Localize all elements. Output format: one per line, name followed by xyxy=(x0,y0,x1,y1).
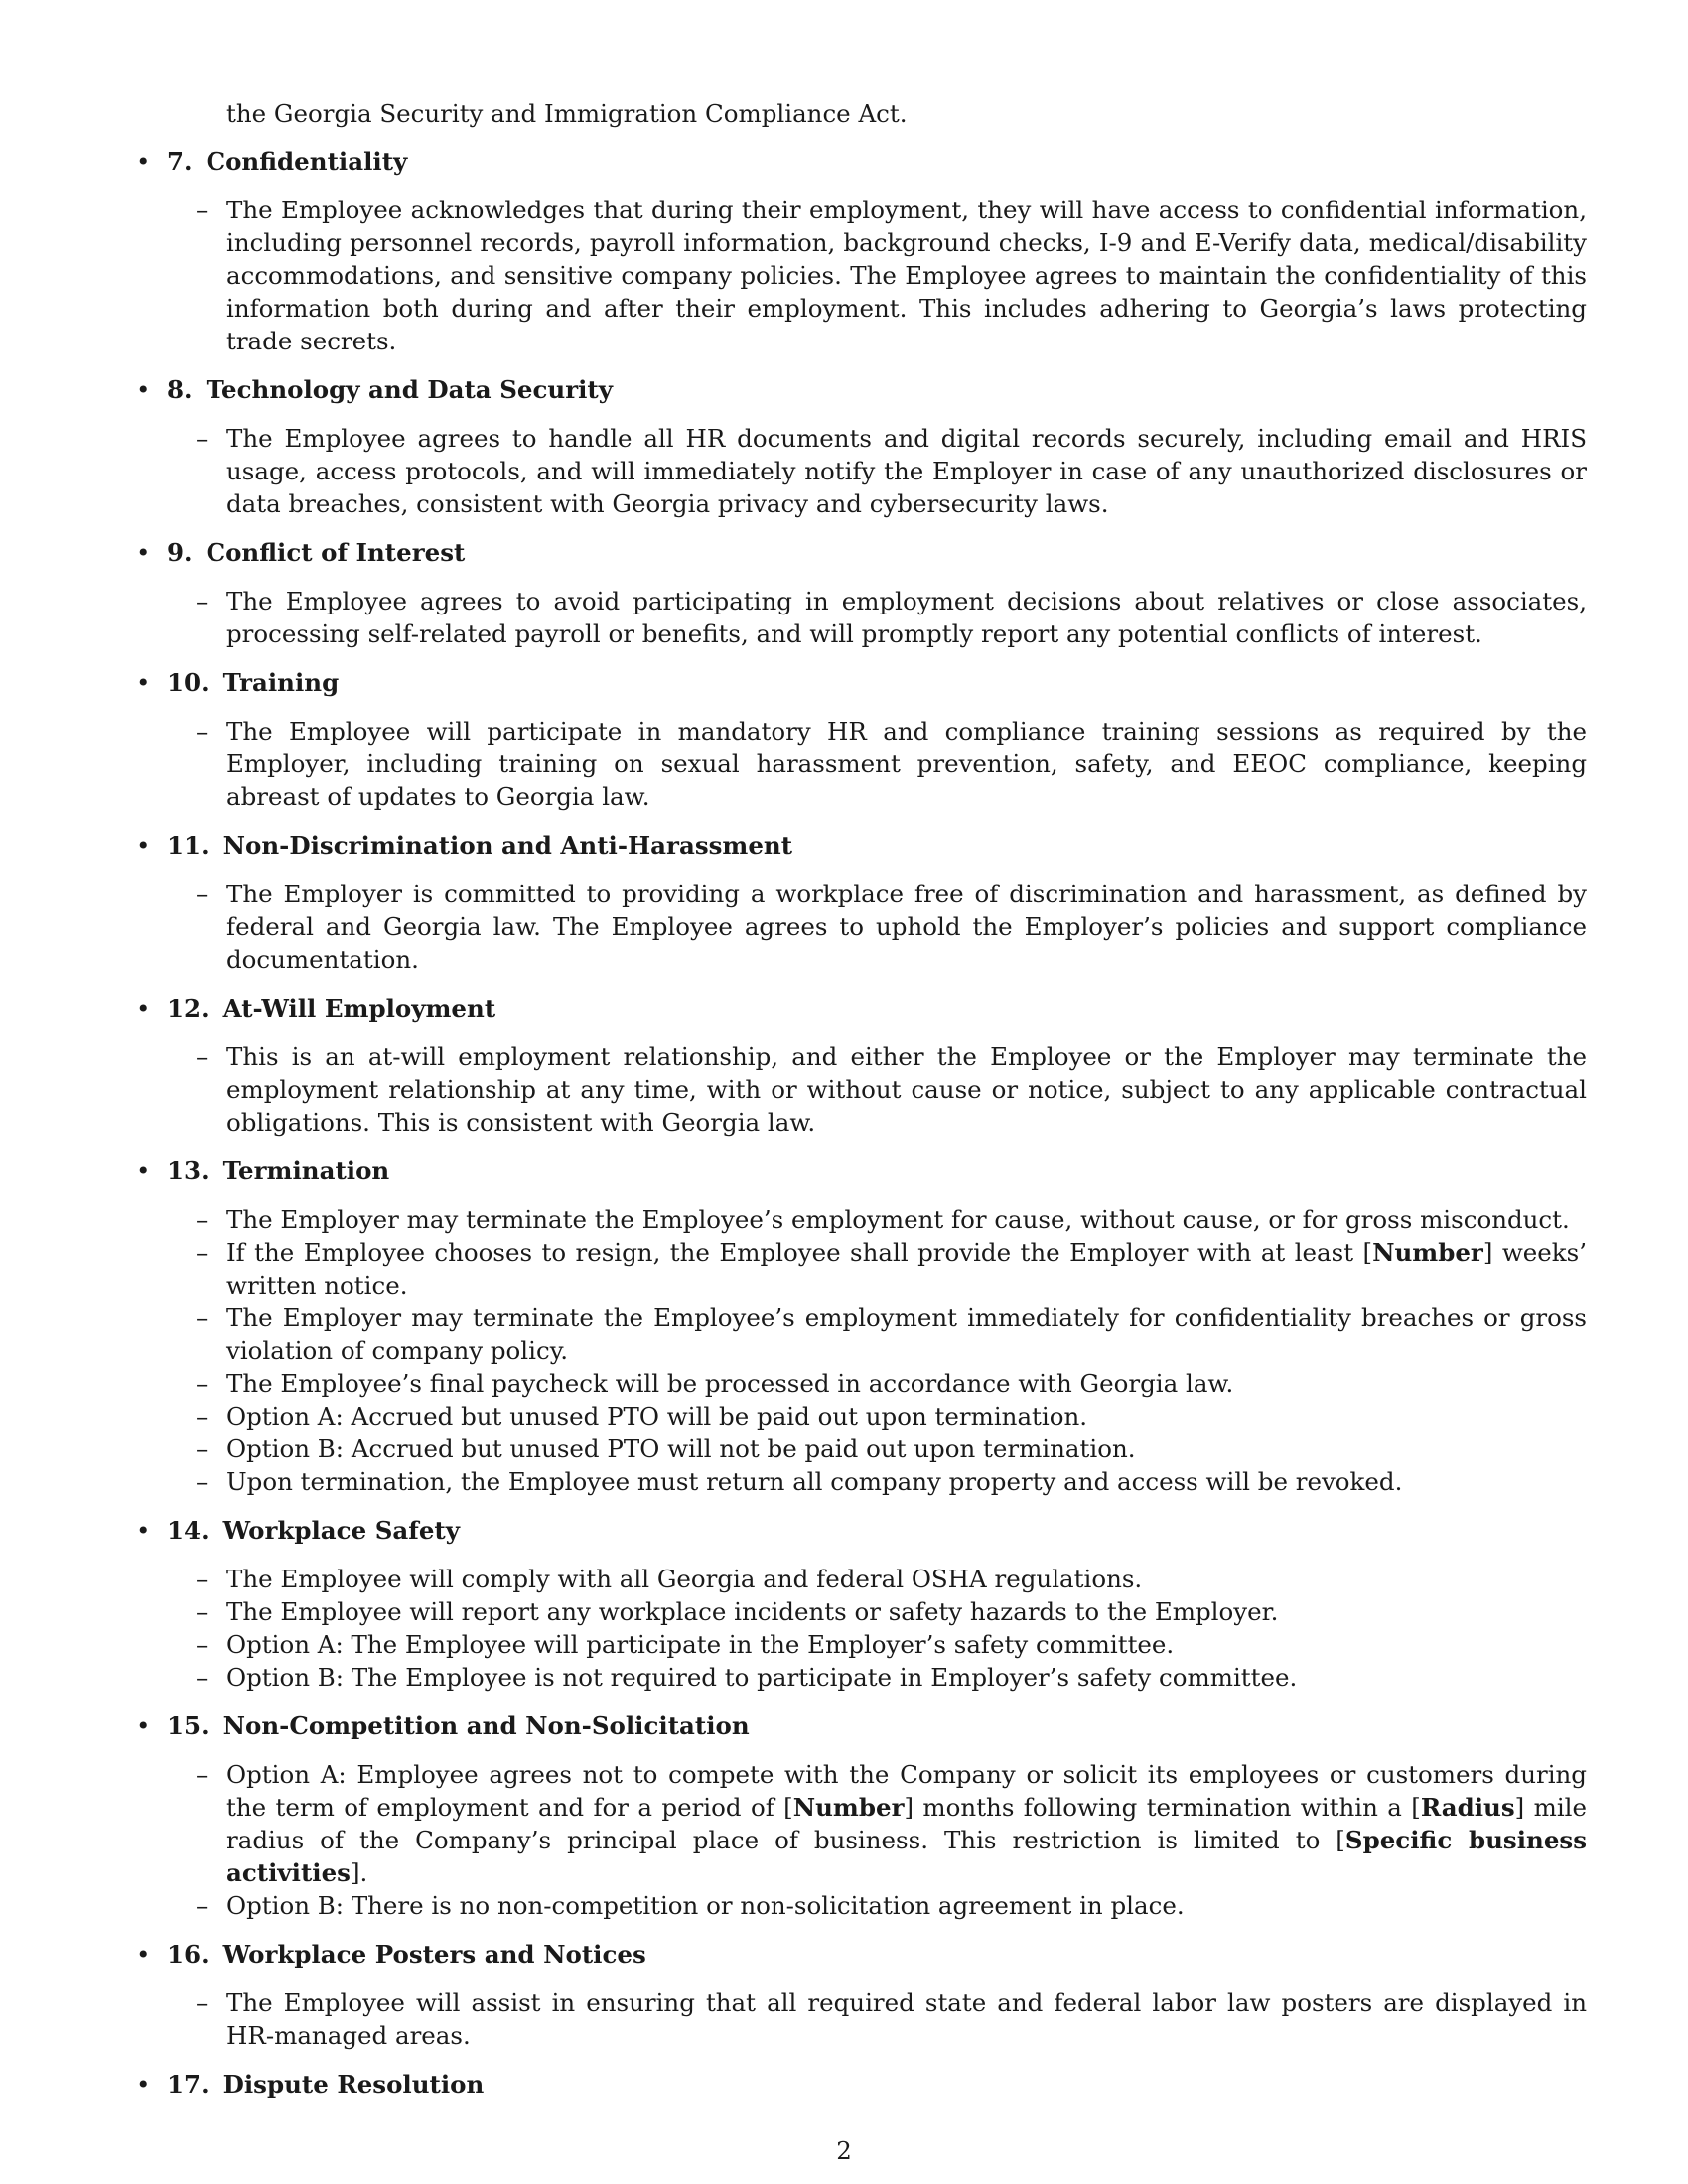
clause-list xyxy=(134,1203,1589,1498)
clause-item xyxy=(134,422,1587,520)
clause-text: ] months following termination within a [ xyxy=(904,1793,1421,1822)
clause-item xyxy=(134,1889,1587,1922)
section-number: 8. xyxy=(167,375,193,404)
dash-icon: – xyxy=(196,1402,209,1431)
clause-item xyxy=(134,1661,1587,1694)
section-heading xyxy=(134,666,1589,699)
dash-icon: – xyxy=(196,1891,209,1920)
bullet-icon: • xyxy=(136,1711,151,1740)
section-list xyxy=(134,145,1589,2101)
clause-item xyxy=(134,1400,1587,1433)
bullet-icon: • xyxy=(136,994,151,1023)
dash-icon: – xyxy=(196,1565,209,1593)
placeholder-field: Number xyxy=(1372,1238,1483,1267)
dash-icon: – xyxy=(196,1369,209,1398)
section-17 xyxy=(134,2068,1589,2101)
dash-icon: – xyxy=(196,1663,209,1692)
bullet-icon: • xyxy=(136,538,151,567)
clause-list xyxy=(134,715,1589,813)
clause-text: The Employee’s final paycheck will be processed in accordance with Georgia law. xyxy=(226,1369,1234,1398)
clause-list xyxy=(134,422,1589,520)
bullet-icon: • xyxy=(136,147,151,176)
dash-icon: – xyxy=(196,1988,209,2017)
section-heading xyxy=(134,992,1589,1024)
section-8 xyxy=(134,373,1589,520)
clause-text: Option A: Employee agrees not to compete with the Company or solicit its employees or customers during the term of employment and for a period of [ xyxy=(226,1760,1587,1822)
section-title: Termination xyxy=(222,1157,390,1185)
dash-icon: – xyxy=(196,1760,209,1789)
placeholder-field: Radius xyxy=(1420,1793,1515,1822)
clause-item xyxy=(134,1595,1587,1628)
dash-icon: – xyxy=(196,1597,209,1626)
section-number: 10. xyxy=(167,668,210,697)
dash-icon: – xyxy=(196,587,209,615)
clause-text: The Employee will participate in mandatory HR and compliance training sessions as required by the Employer, including training on sexual harassment prevention, safety, and EEOC compliance, keeping abreast of updates to Georgia law. xyxy=(226,717,1587,811)
section-heading xyxy=(134,1709,1589,1742)
clause-list xyxy=(134,1986,1589,2052)
clause-item xyxy=(134,878,1587,976)
section-heading xyxy=(134,829,1589,862)
section-number: 9. xyxy=(167,538,193,567)
section-title: Training xyxy=(222,668,340,697)
clause-item xyxy=(134,1758,1587,1889)
clause-text: The Employee agrees to handle all HR documents and digital records securely, including email and HRIS usage, access protocols, and will immediately notify the Employer in case of any unauthorized disclosures or data breaches, consistent with Georgia privacy and cybersecurity laws. xyxy=(226,424,1587,518)
dash-icon: – xyxy=(196,1042,209,1071)
clause-list xyxy=(134,1040,1589,1139)
bullet-icon: • xyxy=(136,1157,151,1185)
clause-text: The Employer may terminate the Employee’s employment for cause, without cause, or for gross misconduct. xyxy=(226,1205,1570,1234)
section-number: 15. xyxy=(167,1711,210,1740)
dash-icon: – xyxy=(196,1467,209,1496)
bullet-icon: • xyxy=(136,2070,151,2099)
clause-item xyxy=(134,194,1587,357)
section-heading xyxy=(134,2068,1589,2101)
section-title: Workplace Safety xyxy=(222,1516,460,1545)
section-7 xyxy=(134,145,1589,357)
section-number: 16. xyxy=(167,1940,210,1969)
document-body xyxy=(134,97,1589,2116)
section-heading xyxy=(134,373,1589,406)
clause-text: Option A: Accrued but unused PTO will be paid out upon termination. xyxy=(226,1402,1088,1431)
section-9 xyxy=(134,536,1589,650)
section-number: 11. xyxy=(167,831,210,860)
section-14 xyxy=(134,1514,1589,1694)
section-10 xyxy=(134,666,1589,813)
bullet-icon: • xyxy=(136,375,151,404)
dash-icon: – xyxy=(196,424,209,453)
dash-icon: – xyxy=(196,1630,209,1659)
clause-text: Upon termination, the Employee must return all company property and access will be revoked. xyxy=(226,1467,1403,1496)
section-title: Non-Discrimination and Anti-Harassment xyxy=(222,831,793,860)
section-heading xyxy=(134,1514,1589,1547)
section-heading xyxy=(134,1938,1589,1971)
clause-list xyxy=(134,878,1589,976)
section-12 xyxy=(134,992,1589,1139)
section-number: 12. xyxy=(167,994,210,1023)
clause-item xyxy=(134,585,1587,650)
clause-text: ] weeks’ written notice. xyxy=(226,1238,1587,1299)
clause-item xyxy=(134,1433,1587,1465)
section-heading xyxy=(134,536,1589,569)
section-15 xyxy=(134,1709,1589,1922)
dash-icon: – xyxy=(196,1205,209,1234)
section-title: Dispute Resolution xyxy=(222,2070,485,2099)
section-16 xyxy=(134,1938,1589,2052)
section-number: 7. xyxy=(167,147,193,176)
clause-item xyxy=(134,1986,1587,2052)
clause-item xyxy=(134,1367,1587,1400)
section-title: Workplace Posters and Notices xyxy=(222,1940,646,1969)
section-title: Confidentiality xyxy=(206,147,408,176)
dash-icon: – xyxy=(196,196,209,224)
clause-list xyxy=(134,194,1589,357)
section-11 xyxy=(134,829,1589,976)
section-heading xyxy=(134,1155,1589,1187)
bullet-icon: • xyxy=(136,1940,151,1969)
dash-icon: – xyxy=(196,1238,209,1267)
clause-item xyxy=(134,1628,1587,1661)
clause-text: Option A: The Employee will participate in the Employer’s safety committee. xyxy=(226,1630,1175,1659)
page-number: 2 xyxy=(836,2136,852,2165)
section-title: Technology and Data Security xyxy=(206,375,613,404)
section-number: 17. xyxy=(167,2070,210,2099)
clause-text: If the Employee chooses to resign, the Employee shall provide the Employer with at least [ xyxy=(226,1238,1373,1267)
bullet-icon: • xyxy=(136,668,151,697)
clause-text: The Employee will assist in ensuring that all required state and federal labor law posters are displayed in HR-managed areas. xyxy=(226,1988,1587,2050)
dash-icon: – xyxy=(196,1434,209,1463)
clause-item xyxy=(134,1236,1587,1301)
clause-text: The Employer may terminate the Employee’s employment immediately for confidentiality breaches or gross violation of company policy. xyxy=(226,1303,1587,1365)
section-title: Conflict of Interest xyxy=(206,538,466,567)
clause-item xyxy=(134,715,1587,813)
section-title: Non-Competition and Non-Solicitation xyxy=(222,1711,750,1740)
clause-text: Option B: There is no non-competition or non-solicitation agreement in place. xyxy=(226,1891,1185,1920)
section-title: At-Will Employment xyxy=(222,994,496,1023)
dash-icon: – xyxy=(196,717,209,746)
clause-item xyxy=(134,1301,1587,1367)
section-number: 14. xyxy=(167,1516,210,1545)
section-heading xyxy=(134,145,1589,178)
clause-item xyxy=(134,1563,1587,1595)
clause-list xyxy=(134,1758,1589,1922)
clause-item xyxy=(134,1203,1587,1236)
section-13 xyxy=(134,1155,1589,1498)
placeholder-field: Number xyxy=(792,1793,905,1822)
dash-icon: – xyxy=(196,880,209,908)
clause-text: Option B: The Employee is not required to participate in Employer’s safety committee. xyxy=(226,1663,1298,1692)
bullet-icon: • xyxy=(136,831,151,860)
bullet-icon: • xyxy=(136,1516,151,1545)
dash-icon: – xyxy=(196,1303,209,1332)
clause-item xyxy=(134,1465,1587,1498)
clause-text: The Employer is committed to providing a workplace free of discrimination and harassment, as defined by federal and Georgia law. The Employee agrees to uphold the Employer’s policies and support compliance documentation. xyxy=(226,880,1587,974)
clause-list xyxy=(134,1563,1589,1694)
clause-text: This is an at-will employment relationship, and either the Employee or the Employer may terminate the employment relationship at any time, with or without cause or notice, subject to any applicable contractual obligations. This is consistent with Georgia law. xyxy=(226,1042,1587,1137)
clause-text: The Employee acknowledges that during their employment, they will have access to confidential information, including personnel records, payroll information, background checks, I-9 and E-Verify data, medical/disability accommodations, and sensitive company policies. The Employee agrees to maintain the confidentiality of this information both during and after their employment. This includes adhering to Georgia’s laws protecting trade secrets. xyxy=(226,196,1587,355)
clause-list xyxy=(134,585,1589,650)
clause-text: ]. xyxy=(350,1858,368,1887)
clause-text: ] mile radius of the Company’s principal place of business. This restriction is limited to [ xyxy=(226,1793,1588,1854)
clause-text: Option B: Accrued but unused PTO will not be paid out upon termination. xyxy=(226,1434,1136,1463)
section-number: 13. xyxy=(167,1157,210,1185)
clause-text: The Employee will report any workplace incidents or safety hazards to the Employer. xyxy=(226,1597,1279,1626)
clause-text: The Employee will comply with all Georgia and federal OSHA regulations. xyxy=(226,1565,1143,1593)
clause-text: The Employee agrees to avoid participating in employment decisions about relatives or close associates, processing self-related payroll or benefits, and will promptly report any potential conflicts of interest. xyxy=(226,587,1587,648)
placeholder-field: Specific business activities xyxy=(226,1826,1588,1887)
continued-paragraph: the Georgia Security and Immigration Compliance Act. xyxy=(226,99,908,128)
clause-item xyxy=(134,1040,1587,1139)
